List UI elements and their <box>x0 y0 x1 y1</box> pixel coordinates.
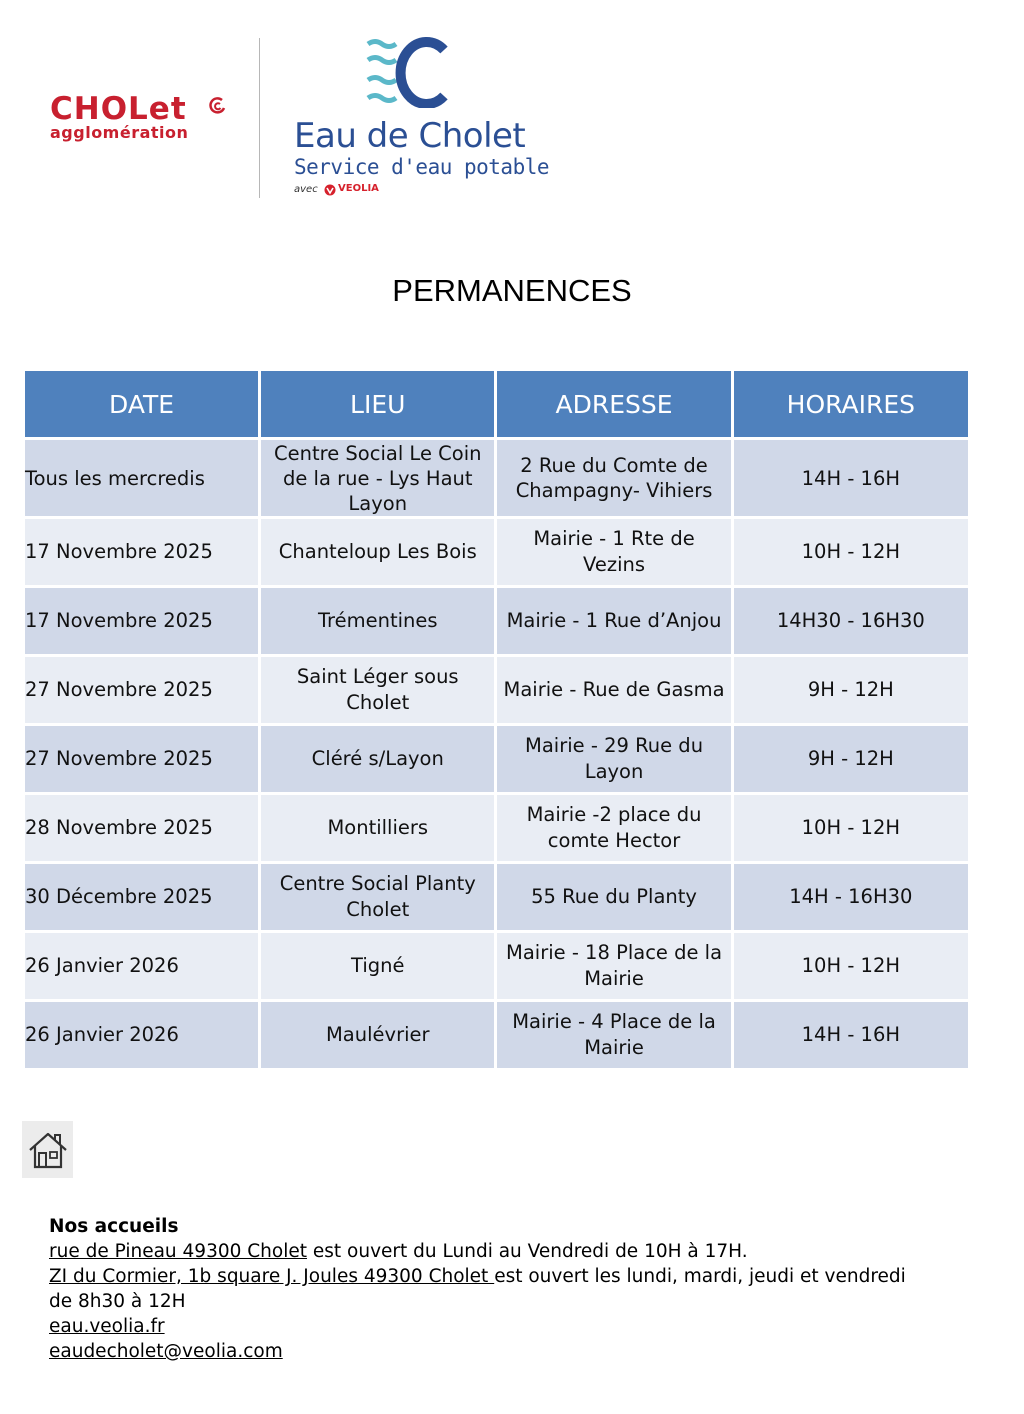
eau-de-cholet-mark-icon <box>366 36 450 108</box>
header-lieu: LIEU <box>261 371 494 437</box>
eau-logo-subtitle: Service d'eau potable <box>294 155 550 179</box>
header-horaires: HORAIRES <box>734 371 968 437</box>
home-icon <box>28 1131 68 1169</box>
footer-line-cormier <box>49 1264 929 1314</box>
table-row <box>25 440 968 516</box>
cell-horaires: 14H - 16H30 <box>734 864 968 930</box>
eau-logo-avec: avec <box>294 184 318 195</box>
cell-horaires: 14H30 - 16H30 <box>734 588 968 654</box>
table-header-row <box>25 371 968 437</box>
cell-date: 26 Janvier 2026 <box>25 1002 258 1068</box>
permanences-table <box>22 368 971 1071</box>
cell-horaires: 14H - 16H <box>734 440 968 516</box>
cell-lieu: Centre Social Le Coin de la rue - Lys Haut Layon <box>261 440 494 516</box>
cell-lieu: Cléré s/Layon <box>261 726 494 792</box>
cell-horaires: 10H - 12H <box>734 519 968 585</box>
cell-horaires: 9H - 12H <box>734 726 968 792</box>
cell-adresse: Mairie -2 place du comte Hector <box>497 795 730 861</box>
table-row <box>25 864 968 930</box>
header-date: DATE <box>25 371 258 437</box>
cell-adresse: 55 Rue du Planty <box>497 864 730 930</box>
cell-adresse: Mairie - Rue de Gasma <box>497 657 730 723</box>
cell-horaires: 14H - 16H <box>734 1002 968 1068</box>
website-link[interactable]: eau.veolia.fr <box>49 1316 165 1337</box>
cell-date: 28 Novembre 2025 <box>25 795 258 861</box>
cell-horaires: 10H - 12H <box>734 795 968 861</box>
cell-horaires: 9H - 12H <box>734 657 968 723</box>
cell-date: 17 Novembre 2025 <box>25 588 258 654</box>
address-cormier-hours: est ouvert les lundi, mardi, jeudi et vendredi de 8h30 à 12H <box>49 1266 906 1312</box>
cell-adresse: 2 Rue du Comte de Champagny- Vihiers <box>497 440 730 516</box>
table-row <box>25 1002 968 1068</box>
logo-divider <box>259 38 260 198</box>
cell-date: 30 Décembre 2025 <box>25 864 258 930</box>
cell-date: Tous les mercredis <box>25 440 258 516</box>
cell-adresse: Mairie - 1 Rue d’Anjou <box>497 588 730 654</box>
table-row <box>25 933 968 999</box>
table-row <box>25 795 968 861</box>
table-row <box>25 588 968 654</box>
cell-horaires: 10H - 12H <box>734 933 968 999</box>
eau-logo-partner: VEOLIA <box>338 183 379 194</box>
table-row <box>25 519 968 585</box>
veolia-icon <box>324 184 336 196</box>
header-adresse: ADRESSE <box>497 371 730 437</box>
page-title: PERMANENCES <box>392 273 632 308</box>
cholet-swirl-icon <box>208 96 228 116</box>
cell-date: 17 Novembre 2025 <box>25 519 258 585</box>
cell-lieu: Tigné <box>261 933 494 999</box>
address-cormier-link[interactable]: ZI du Cormier, 1b square J. Joules 49300 Cholet <box>49 1266 495 1287</box>
cell-lieu: Maulévrier <box>261 1002 494 1068</box>
cholet-logo-brand: CHOLet <box>50 91 187 127</box>
cell-lieu: Trémentines <box>261 588 494 654</box>
footer-line-pineau <box>49 1239 929 1264</box>
cell-adresse: Mairie - 18 Place de la Mairie <box>497 933 730 999</box>
cell-lieu: Chanteloup Les Bois <box>261 519 494 585</box>
footer-heading: Nos accueils <box>49 1216 179 1237</box>
eau-logo-title: Eau de Cholet <box>294 116 526 156</box>
table-row <box>25 657 968 723</box>
cell-lieu: Centre Social Planty Cholet <box>261 864 494 930</box>
address-pineau-hours: est ouvert du Lundi au Vendredi de 10H à 17H. <box>307 1241 748 1262</box>
footer-accueils <box>49 1214 929 1364</box>
cell-date: 26 Janvier 2026 <box>25 933 258 999</box>
cell-date: 27 Novembre 2025 <box>25 726 258 792</box>
cell-date: 27 Novembre 2025 <box>25 657 258 723</box>
email-link[interactable]: eaudecholet@veolia.com <box>49 1341 283 1362</box>
cell-adresse: Mairie - 29 Rue du Layon <box>497 726 730 792</box>
cell-lieu: Saint Léger sous Cholet <box>261 657 494 723</box>
cell-adresse: Mairie - 1 Rte de Vezins <box>497 519 730 585</box>
eau-de-cholet-logo <box>292 36 550 206</box>
cholet-logo-subtitle: agglomération <box>50 123 189 142</box>
cholet-agglomeration-logo <box>50 91 230 154</box>
cell-lieu: Montilliers <box>261 795 494 861</box>
cell-adresse: Mairie - 4 Place de la Mairie <box>497 1002 730 1068</box>
address-pineau-link[interactable]: rue de Pineau 49300 Cholet <box>49 1241 308 1262</box>
table-row <box>25 726 968 792</box>
home-icon-box[interactable] <box>22 1121 73 1178</box>
